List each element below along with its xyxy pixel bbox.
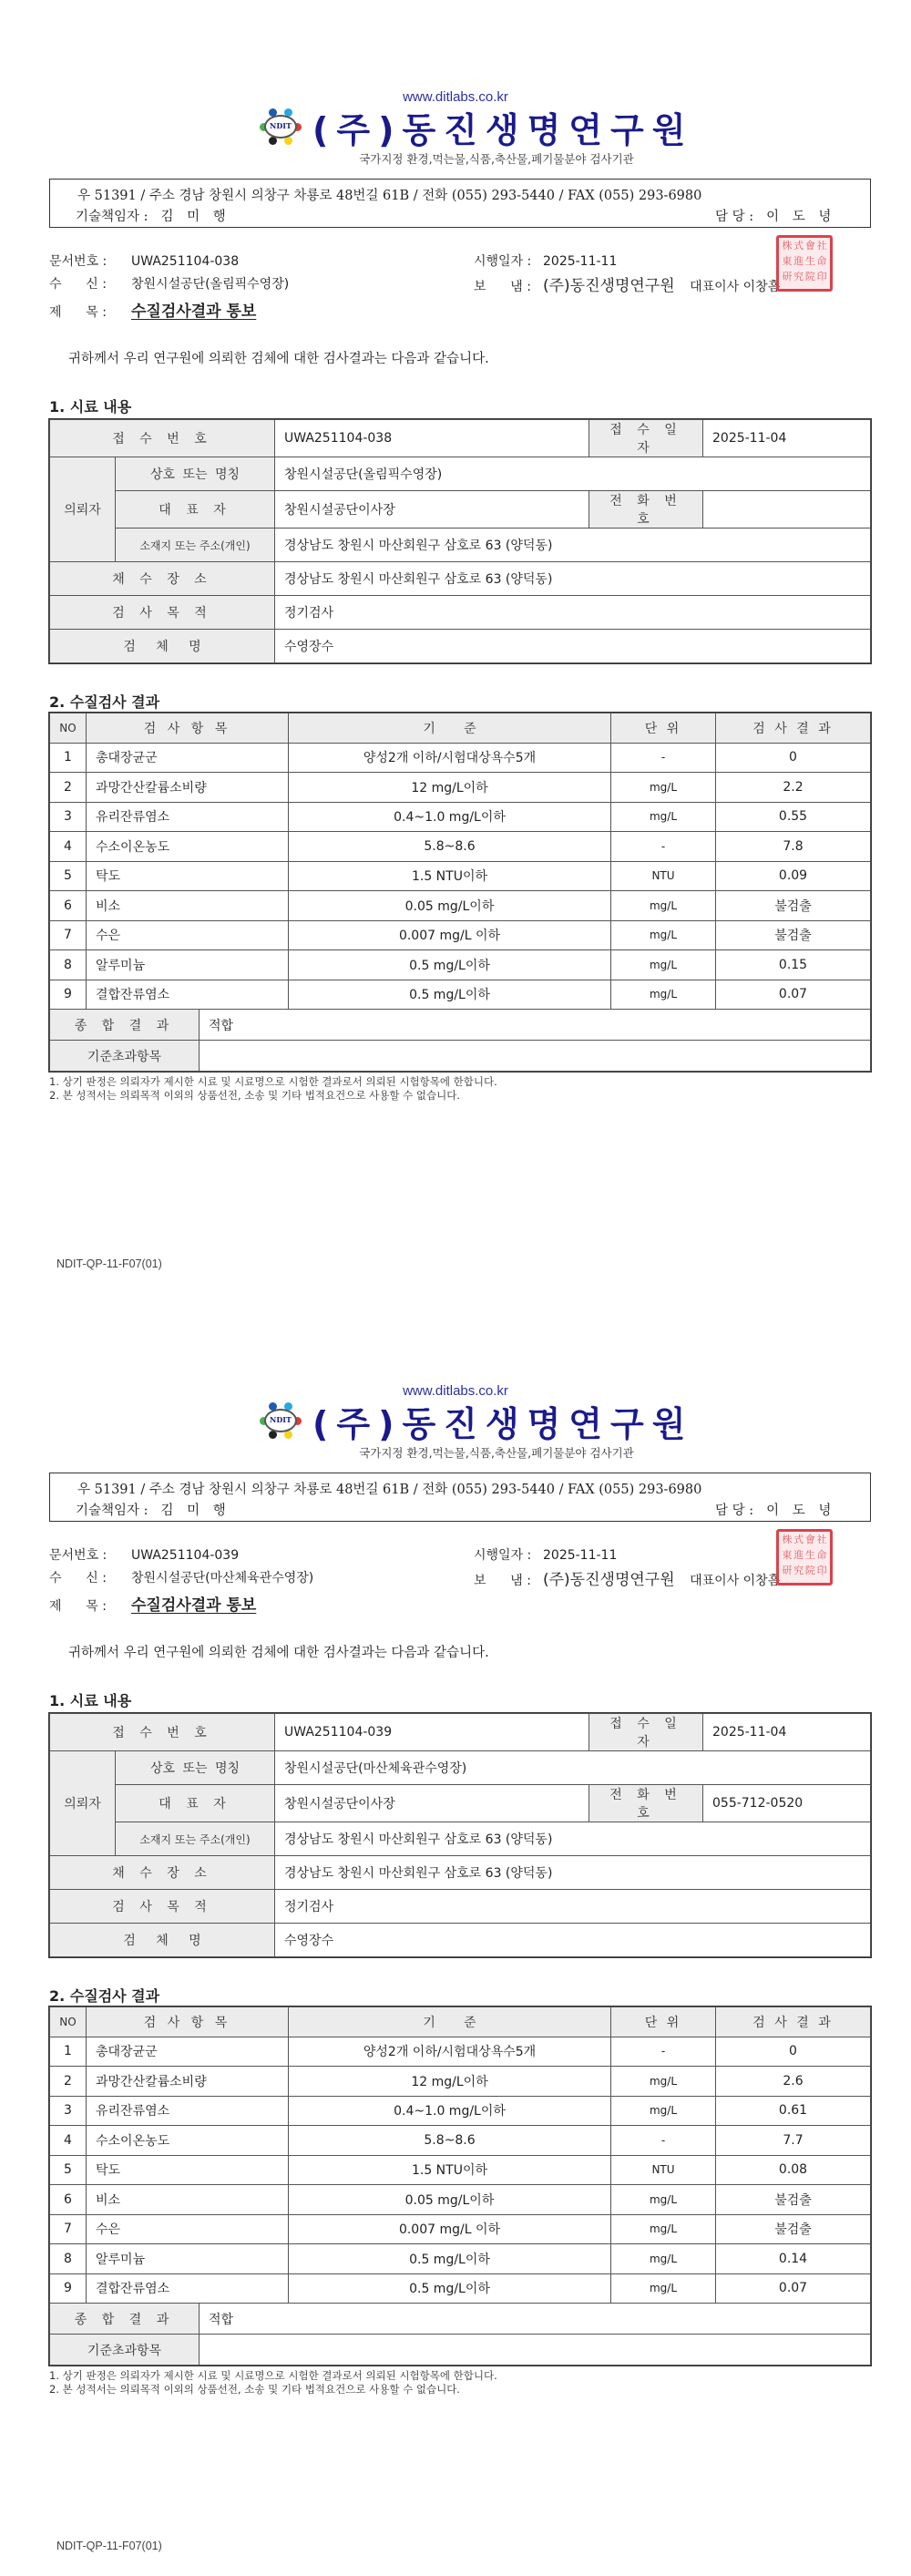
result-item: 수소이온농도	[87, 832, 289, 862]
result-no: 4	[50, 2126, 87, 2156]
client-address: 경상남도 창원시 마산회원구 삼호로 63 (양덕동)	[275, 529, 871, 562]
sender: 보 냄 : (주)동진생명연구원 대표이사 이창흠	[474, 277, 781, 295]
result-standard: 양성2개 이하/시험대상욕수5개	[289, 743, 611, 773]
result-unit: mg/L	[611, 891, 716, 921]
result-no: 5	[50, 2155, 87, 2185]
company-name: (주)동진생명연구원	[312, 109, 694, 150]
subject-value: 수질검사결과 통보	[131, 1596, 257, 1615]
result-row	[50, 743, 871, 773]
contact-name: 이 도 녕	[766, 210, 836, 224]
client-phone	[703, 491, 871, 529]
sampling-site: 경상남도 창원시 마산회원구 삼호로 63 (양덕동)	[275, 1856, 871, 1890]
result-unit: mg/L	[611, 2273, 716, 2304]
result-no: 3	[50, 2096, 87, 2126]
result-value: 0.08	[716, 2155, 871, 2185]
client-company-name: 창원시설공단(올림픽수영장)	[275, 457, 871, 491]
result-no: 6	[50, 891, 87, 921]
result-no: 8	[50, 950, 87, 980]
result-row	[50, 802, 871, 832]
result-no: 8	[50, 2244, 87, 2274]
result-row	[50, 950, 871, 980]
result-standard: 0.05 mg/L이하	[289, 891, 611, 921]
receipt-number: UWA251104-038	[275, 420, 589, 457]
subject-value: 수질검사결과 통보	[131, 303, 257, 321]
col-header-item: 검 사 항 목	[87, 2007, 289, 2037]
client-representative: 창원시설공단이사장	[275, 1785, 589, 1822]
result-unit: mg/L	[611, 2185, 716, 2215]
recipient: 수 신 : 창원시설공단(마산체육관수영장)	[49, 1571, 314, 1586]
result-unit: NTU	[611, 2155, 716, 2185]
result-standard: 0.4~1.0 mg/L이하	[289, 2096, 611, 2126]
result-value: 불검출	[716, 2214, 871, 2244]
result-unit: mg/L	[611, 2214, 716, 2244]
client-address: 경상남도 창원시 마산회원구 삼호로 63 (양덕동)	[275, 1822, 871, 1856]
tech-manager	[76, 1500, 230, 1519]
result-unit: NTU	[611, 861, 716, 891]
result-item: 알루미늄	[87, 950, 289, 980]
result-item: 유리잔류염소	[87, 2096, 289, 2126]
col-header-unit: 단 위	[611, 2007, 716, 2037]
issue-date: 시행일자 : 2025-11-11	[474, 254, 618, 269]
inspection-purpose: 정기검사	[275, 1890, 871, 1924]
form-number: NDIT-QP-11-F07(01)	[56, 1257, 162, 1270]
result-standard: 0.5 mg/L이하	[289, 2273, 611, 2304]
results-table: NO 검 사 항 목 기 준 단 위 검 사 결 과 1 총대장균군 양성2개 이하/시험대상욕수5개 - 0 2 과망간산칼륨소비량 12 mg/L이하 mg/L 2.2 3 유리잔류염소 0.4~1.0 mg/L이하 mg/L 0.55 4 수소이온농도 5.8~8.6 - 7.8 5 탁도 1.5 NTU이하 NTU 0.09 6 비소 0.05 mg/L이하 mg/L 불검출 7 수은 0.007 mg/L 이하 mg/L 불검출 8 알루미늄 0.5 mg/L이하 mg/L 0.15 9 결합잔류염소 0.5 mg/L이하 mg/L 0.07 종 합 결 과 적합 기준초과항목	[49, 713, 871, 1072]
col-header-standard: 기 준	[289, 2007, 611, 2037]
result-item: 비소	[87, 891, 289, 921]
result-item: 수은	[87, 2214, 289, 2244]
result-value: 7.8	[716, 832, 871, 862]
col-header-standard: 기 준	[289, 713, 611, 744]
sender-representative: 대표이사 이창흠	[690, 280, 781, 294]
result-standard: 0.5 mg/L이하	[289, 950, 611, 980]
result-unit: -	[611, 832, 716, 862]
recipient-value: 창원시설공단(올림픽수영장)	[131, 277, 290, 292]
result-value: 0	[716, 743, 871, 773]
sampling-site: 경상남도 창원시 마산회원구 삼호로 63 (양덕동)	[275, 562, 871, 596]
result-standard: 12 mg/L이하	[289, 773, 611, 803]
result-row	[50, 2273, 871, 2304]
tech-manager-name: 김 미 행	[160, 1504, 230, 1518]
section-results-title: 2. 수질검사 결과	[49, 1987, 160, 2005]
result-item: 탁도	[87, 2155, 289, 2185]
receipt-number: UWA251104-039	[275, 1714, 589, 1751]
note-1: 1. 상기 판정은 의뢰자가 제시한 시료 및 시료명으로 시험한 결과로서 의뢰된 시험항목에 한합니다.	[49, 2369, 497, 2382]
col-header-unit: 단 위	[611, 713, 716, 744]
result-standard: 0.007 mg/L 이하	[289, 920, 611, 950]
result-no: 2	[50, 773, 87, 803]
official-seal-icon: 株 式 會 社 東 進 生 命 研 究 院 印	[776, 235, 833, 292]
section-results-title: 2. 수질검사 결과	[49, 693, 160, 711]
issue-date-value: 2025-11-11	[543, 1548, 618, 1563]
result-unit: mg/L	[611, 773, 716, 803]
result-item: 비소	[87, 2185, 289, 2215]
result-value: 0.07	[716, 2273, 871, 2304]
result-row	[50, 2214, 871, 2244]
contact-info-box	[49, 1473, 871, 1522]
result-no: 9	[50, 2273, 87, 2304]
result-no: 3	[50, 802, 87, 832]
website-url[interactable]: www.ditlabs.co.kr	[403, 1383, 508, 1399]
notes	[49, 2369, 497, 2396]
col-header-result: 검 사 결 과	[716, 713, 871, 744]
result-row	[50, 861, 871, 891]
sender-value: (주)동진생명연구원	[543, 1571, 675, 1589]
result-standard: 0.05 mg/L이하	[289, 2185, 611, 2215]
ndit-logo-icon	[260, 108, 302, 145]
result-value: 0.14	[716, 2244, 871, 2274]
contact-info-box	[49, 179, 871, 228]
result-item: 결합잔류염소	[87, 2273, 289, 2304]
client-company-name: 창원시설공단(마산체육관수영장)	[275, 1751, 871, 1785]
intro-text: 귀하께서 우리 연구원에 의뢰한 검체에 대한 검사결과는 다음과 같습니다.	[68, 352, 489, 366]
client-representative: 창원시설공단이사장	[275, 491, 589, 529]
result-item: 결합잔류염소	[87, 980, 289, 1010]
sender: 보 냄 : (주)동진생명연구원 대표이사 이창흠	[474, 1571, 781, 1589]
subject: 제 목 : 수질검사결과 통보	[49, 1596, 257, 1615]
note-2: 2. 본 성적서는 의뢰목적 이외의 상품선전, 소송 및 기타 법적요건으로 사용할 수 없습니다.	[49, 2383, 460, 2396]
result-unit: mg/L	[611, 2244, 716, 2274]
result-standard: 양성2개 이하/시험대상욕수5개	[289, 2037, 611, 2067]
contact-person	[715, 1500, 835, 1519]
tech-manager-label: 기술책임자 :	[76, 210, 148, 224]
address-line: 우 51391 / 주소 경남 창원시 의창구 차룡로 48번길 61B / 전화 (055) 293-5440 / FAX (055) 293-6980	[77, 1483, 702, 1497]
form-number: NDIT-QP-11-F07(01)	[56, 2540, 162, 2552]
specimen-name: 수영장수	[275, 630, 871, 663]
issue-date: 시행일자 : 2025-11-11	[474, 1548, 618, 1563]
result-value: 0.55	[716, 802, 871, 832]
company-brand	[260, 1401, 694, 1444]
company-name: (주)동진생명연구원	[312, 1403, 694, 1444]
result-no: 4	[50, 832, 87, 862]
result-value: 불검출	[716, 891, 871, 921]
result-row	[50, 891, 871, 921]
result-item: 과망간산칼륨소비량	[87, 773, 289, 803]
notes	[49, 1075, 497, 1103]
result-unit: mg/L	[611, 920, 716, 950]
report-page-2	[0, 1294, 911, 2576]
result-item: 과망간산칼륨소비량	[87, 2067, 289, 2097]
tech-manager-label: 기술책임자 :	[76, 1504, 148, 1518]
doc-number-value: UWA251104-039	[131, 1548, 240, 1563]
result-standard: 0.4~1.0 mg/L이하	[289, 802, 611, 832]
result-item: 총대장균군	[87, 2037, 289, 2067]
result-no: 9	[50, 980, 87, 1010]
official-seal-icon: 株 式 會 社 東 進 生 命 研 究 院 印	[776, 1529, 833, 1586]
sample-info-table: 접 수 번 호 UWA251104-038 접 수 일 자 2025-11-04 의뢰자 상호 또는 명칭 창원시설공단(올림픽수영장) 대 표 자 창원시설공단이사장 전 화 번 호 소재지 또는 주소(개인) 경상남도 창원시 마산회원구 삼호로 63 (양덕동) 채 수 장 소 경상남도 창원시 마산회원구 삼호로 63 (양덕동) 검 사 목 적 정기검사 검 체 명 수영장수	[49, 419, 871, 663]
tech-manager	[76, 206, 230, 225]
result-unit: -	[611, 2126, 716, 2156]
address-line: 우 51391 / 주소 경남 창원시 의창구 차룡로 48번길 61B / 전화 (055) 293-5440 / FAX (055) 293-6980	[77, 189, 702, 203]
result-no: 6	[50, 2185, 87, 2215]
result-no: 7	[50, 2214, 87, 2244]
result-unit: mg/L	[611, 802, 716, 832]
intro-text: 귀하께서 우리 연구원에 의뢰한 검체에 대한 검사결과는 다음과 같습니다.	[68, 1646, 489, 1660]
contact-label: 담 당 :	[715, 210, 754, 224]
result-value: 0.09	[716, 861, 871, 891]
doc-number: 문서번호 : UWA251104-039	[49, 1548, 240, 1563]
specimen-name: 수영장수	[275, 1924, 871, 1957]
result-no: 1	[50, 743, 87, 773]
result-value: 불검출	[716, 920, 871, 950]
result-item: 총대장균군	[87, 743, 289, 773]
company-brand	[260, 108, 694, 150]
result-standard: 0.007 mg/L 이하	[289, 2214, 611, 2244]
col-header-item: 검 사 항 목	[87, 713, 289, 744]
result-no: 5	[50, 861, 87, 891]
result-unit: mg/L	[611, 980, 716, 1010]
doc-number: 문서번호 : UWA251104-038	[49, 254, 240, 269]
result-row	[50, 2067, 871, 2097]
col-header-result: 검 사 결 과	[716, 2007, 871, 2037]
section-sample-info-title: 1. 시료 내용	[49, 1692, 132, 1709]
result-row	[50, 2096, 871, 2126]
ndit-logo-icon	[260, 1402, 302, 1439]
result-row	[50, 773, 871, 803]
result-standard: 12 mg/L이하	[289, 2067, 611, 2097]
result-value: 0	[716, 2037, 871, 2067]
result-no: 1	[50, 2037, 87, 2067]
contact-label: 담 당 :	[715, 1504, 754, 1518]
tagline: 국가지정 환경,먹는물,식품,축산물,폐기물분야 검사기관	[359, 152, 634, 166]
result-value: 2.6	[716, 2067, 871, 2097]
result-value: 7.7	[716, 2126, 871, 2156]
result-row	[50, 2126, 871, 2156]
result-value: 0.15	[716, 950, 871, 980]
col-header-no: NO	[50, 713, 87, 744]
overall-result: 적합	[200, 1010, 871, 1041]
sender-representative: 대표이사 이창흠	[690, 1574, 781, 1588]
note-1: 1. 상기 판정은 의뢰자가 제시한 시료 및 시료명으로 시험한 결과로서 의뢰된 시험항목에 한합니다.	[49, 1075, 497, 1088]
receipt-date: 2025-11-04	[703, 420, 871, 457]
recipient: 수 신 : 창원시설공단(올림픽수영장)	[49, 277, 290, 292]
sender-value: (주)동진생명연구원	[543, 277, 675, 295]
tagline: 국가지정 환경,먹는물,식품,축산물,폐기물분야 검사기관	[359, 1446, 634, 1460]
result-row	[50, 2155, 871, 2185]
exceeded-items	[200, 2335, 871, 2366]
subject: 제 목 : 수질검사결과 통보	[49, 303, 257, 321]
client-phone: 055-712-0520	[703, 1785, 871, 1822]
result-standard: 0.5 mg/L이하	[289, 2244, 611, 2274]
results-table: NO 검 사 항 목 기 준 단 위 검 사 결 과 1 총대장균군 양성2개 이하/시험대상욕수5개 - 0 2 과망간산칼륨소비량 12 mg/L이하 mg/L 2.6 3 유리잔류염소 0.4~1.0 mg/L이하 mg/L 0.61 4 수소이온농도 5.8~8.6 - 7.7 5 탁도 1.5 NTU이하 NTU 0.08 6 비소 0.05 mg/L이하 mg/L 불검출 7 수은 0.007 mg/L 이하 mg/L 불검출 8 알루미늄 0.5 mg/L이하 mg/L 0.14 9 결합잔류염소 0.5 mg/L이하 mg/L 0.07 종 합 결 과 적합 기준초과항목	[49, 2006, 871, 2366]
result-item: 탁도	[87, 861, 289, 891]
section-sample-info-title: 1. 시료 내용	[49, 398, 132, 416]
result-row	[50, 2037, 871, 2067]
result-row	[50, 832, 871, 862]
tech-manager-name: 김 미 행	[160, 210, 230, 224]
result-item: 알루미늄	[87, 2244, 289, 2274]
result-row	[50, 2244, 871, 2274]
logo-text: NDIT	[264, 1409, 297, 1432]
contact-name: 이 도 녕	[766, 1504, 836, 1518]
result-item: 수소이온농도	[87, 2126, 289, 2156]
result-standard: 5.8~8.6	[289, 832, 611, 862]
result-value: 불검출	[716, 2185, 871, 2215]
result-unit: -	[611, 2037, 716, 2067]
receipt-date: 2025-11-04	[703, 1714, 871, 1751]
sample-info-table: 접 수 번 호 UWA251104-039 접 수 일 자 2025-11-04 의뢰자 상호 또는 명칭 창원시설공단(마산체육관수영장) 대 표 자 창원시설공단이사장 전 화 번 호 055-712-0520 소재지 또는 주소(개인) 경상남도 창원시 마산회원구 삼호로 63 (양덕동) 채 수 장 소 경상남도 창원시 마산회원구 삼호로 63 (양덕동) 검 사 목 적 정기검사 검 체 명 수영장수	[49, 1713, 871, 1957]
result-row	[50, 980, 871, 1010]
result-no: 2	[50, 2067, 87, 2097]
contact-person	[715, 206, 835, 225]
result-standard: 5.8~8.6	[289, 2126, 611, 2156]
result-unit: mg/L	[611, 2096, 716, 2126]
website-url[interactable]: www.ditlabs.co.kr	[403, 89, 508, 105]
col-header-no: NO	[50, 2007, 87, 2037]
result-item: 수은	[87, 920, 289, 950]
result-row	[50, 920, 871, 950]
logo-text: NDIT	[264, 115, 297, 139]
exceeded-items	[200, 1041, 871, 1072]
result-value: 0.61	[716, 2096, 871, 2126]
inspection-purpose: 정기검사	[275, 596, 871, 630]
result-standard: 1.5 NTU이하	[289, 2155, 611, 2185]
doc-number-value: UWA251104-038	[131, 254, 240, 269]
note-2: 2. 본 성적서는 의뢰목적 이외의 상품선전, 소송 및 기타 법적요건으로 사용할 수 없습니다.	[49, 1089, 460, 1102]
result-unit: -	[611, 743, 716, 773]
result-unit: mg/L	[611, 2067, 716, 2097]
result-row	[50, 2185, 871, 2215]
issue-date-value: 2025-11-11	[543, 254, 618, 269]
overall-result: 적합	[200, 2304, 871, 2335]
result-value: 2.2	[716, 773, 871, 803]
result-standard: 0.5 mg/L이하	[289, 980, 611, 1010]
result-item: 유리잔류염소	[87, 802, 289, 832]
result-no: 7	[50, 920, 87, 950]
result-value: 0.07	[716, 980, 871, 1010]
recipient-value: 창원시설공단(마산체육관수영장)	[131, 1571, 314, 1586]
result-unit: mg/L	[611, 950, 716, 980]
result-standard: 1.5 NTU이하	[289, 861, 611, 891]
